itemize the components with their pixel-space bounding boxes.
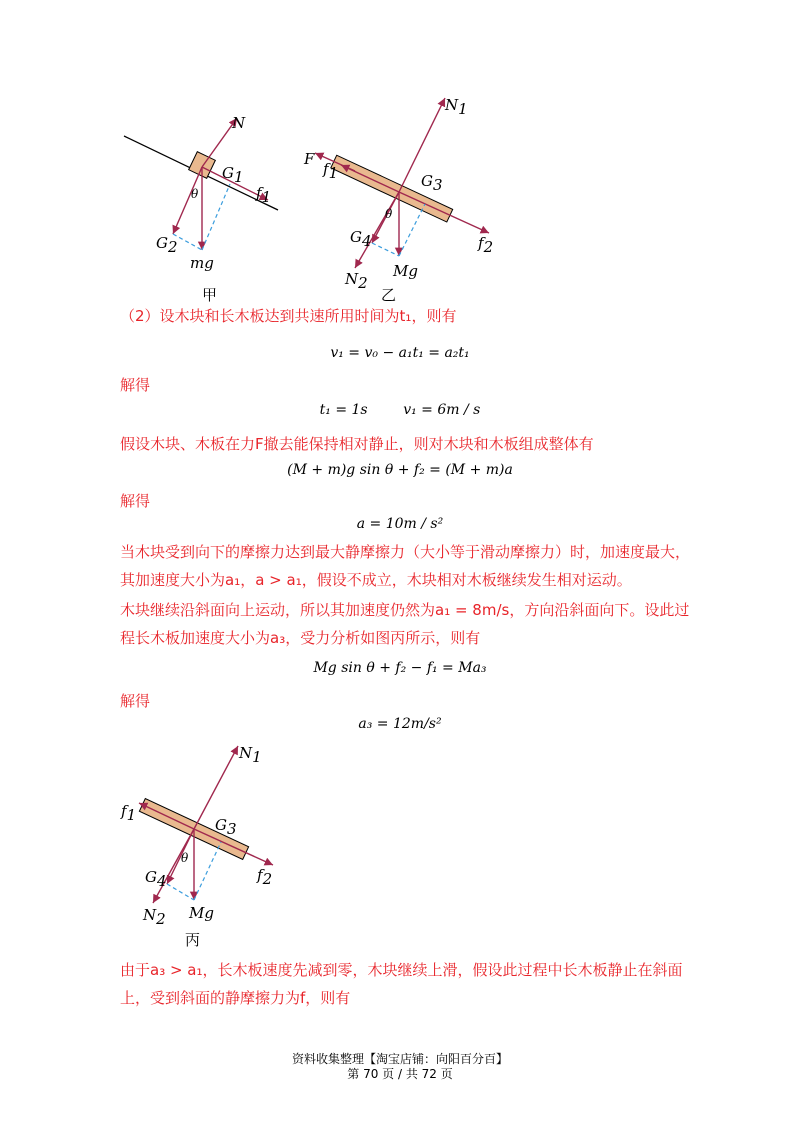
diagram-bing (115, 738, 295, 953)
arrow-f2 (399, 192, 489, 233)
label-Mg: Mg (189, 904, 214, 922)
equation-6: a₃ = 12m/s² (358, 716, 442, 732)
label-N1: N1 (445, 96, 468, 118)
dashed-1 (167, 884, 194, 900)
equation-5: Mg sin θ + f₂ − f₁ = Ma₃ (313, 660, 487, 676)
equation-3: (M + m)g sin θ + f₂ = (M + m)a (287, 462, 513, 478)
equation-1: v₁ = v₀ − a₁t₁ = a₂t₁ (330, 345, 470, 361)
label-theta: θ (181, 851, 189, 865)
label-f1: f1 (256, 184, 272, 206)
paragraph-1: （2）设木块和长木板达到共速所用时间为t₁，则有 (120, 307, 457, 325)
label-N2: N2 (143, 906, 166, 928)
diagram-yi (295, 90, 515, 310)
arrow-f1 (139, 803, 194, 829)
label-f1: f1 (323, 160, 339, 182)
label-f2: f2 (478, 234, 494, 256)
footer-source: 资料收集整理【淘宝店铺：向阳百分百】 (291, 1052, 508, 1066)
caption-yi: 乙 (381, 286, 397, 304)
jie-de-1: 解得 (120, 376, 151, 394)
label-G3: G3 (421, 172, 443, 194)
label-theta: θ (191, 187, 199, 201)
caption-jia: 甲 (202, 286, 218, 304)
page-number: 第 70 页 / 共 72 页 (347, 1067, 453, 1081)
label-mg: mg (190, 254, 214, 272)
footer (0, 1052, 800, 1082)
paragraph-5: 由于a₃ > a₁，长木板速度先减到零，木块继续上滑，假设此过程中长木板静止在斜面上，受到斜面的静摩擦力为f，则有 (120, 961, 683, 1007)
paragraph-3: 当木块受到向下的摩擦力达到最大静摩擦力（大小等于滑动摩擦力）时，加速度最大，其加速度大小为a₁，a > a₁，假设不成立，木块相对木板继续发生相对运动。 (120, 543, 691, 589)
equation-4: a = 10m / s² (356, 516, 444, 532)
diagram-jia (110, 100, 310, 310)
label-N1: N1 (239, 744, 262, 766)
paragraph-4: 木块继续沿斜面向上运动，所以其加速度仍然为a₁ = 8m/s，方向沿斜面向下。设此过程长木板加速度大小为a₃，受力分析如图丙所示，则有 (120, 601, 690, 647)
dashed-2 (194, 842, 221, 900)
label-G4: G4 (145, 868, 167, 890)
label-f2: f2 (257, 866, 273, 888)
equation-2: t₁ = 1s v₁ = 6m / s (319, 402, 481, 418)
label-G3: G3 (215, 816, 237, 838)
label-N2: N2 (345, 270, 368, 292)
paragraph-2: 假设木块、木板在力F撤去能保持相对静止，则对木块和木板组成整体有 (120, 435, 594, 453)
label-G1: G1 (222, 164, 244, 186)
dashed-1 (372, 243, 399, 256)
dashed-2 (399, 204, 425, 256)
label-Mg: Mg (393, 262, 418, 280)
label-theta: θ (385, 207, 393, 221)
label-N: N (232, 114, 246, 132)
label-G4: G4 (350, 228, 372, 250)
arrow-f1 (341, 165, 399, 192)
dashed-2 (202, 184, 230, 250)
label-G2: G2 (156, 234, 178, 256)
caption-bing: 丙 (185, 931, 201, 949)
jie-de-3: 解得 (120, 692, 151, 710)
jie-de-2: 解得 (120, 492, 151, 510)
label-f1: f1 (121, 802, 137, 824)
label-F: F (304, 150, 315, 168)
